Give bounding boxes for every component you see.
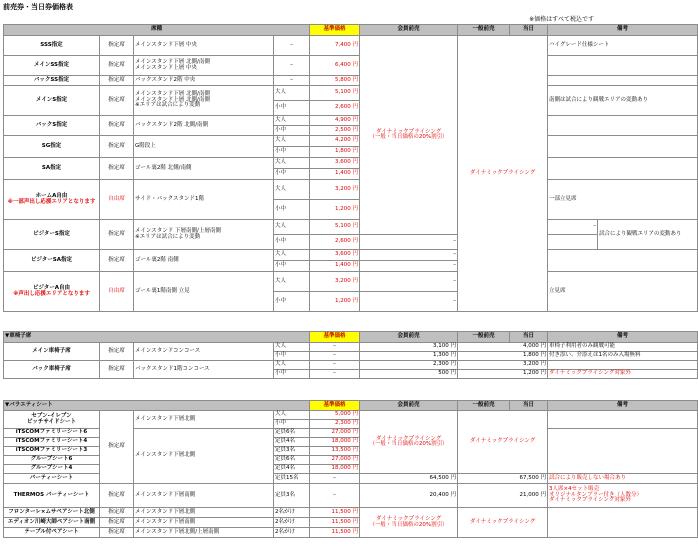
- table-row: [4, 56, 698, 76]
- col-header-sameday: 当日: [510, 25, 548, 36]
- seat-area: バックスタンド2階 中央: [134, 76, 274, 86]
- price-table-wheelchair: [3, 331, 698, 379]
- member-presale-dynamic: [360, 411, 458, 474]
- seat-area: メインスタンド 下層南側/上層南側 ※エリアは試合により変動: [134, 220, 274, 250]
- base-price: 11,500 円: [310, 528, 360, 538]
- age-group: –: [274, 76, 310, 86]
- age-group: 大人: [274, 116, 310, 126]
- member-price: 500 円: [360, 370, 458, 379]
- general-sameday-dynamic: ダイナミックプライシング: [458, 36, 548, 312]
- seat-type: 指定席: [100, 343, 134, 361]
- age-group: 小中: [274, 235, 310, 250]
- seat-type: 指定席: [100, 361, 134, 379]
- member-price: 3,100 円: [360, 343, 458, 352]
- age-group: 大人: [274, 272, 310, 292]
- base-price: 1,200 円: [310, 200, 360, 220]
- base-price: 18,000 円: [310, 465, 360, 474]
- base-price: 7,400 円: [310, 36, 360, 56]
- dynamic-discount-note: （一般・当日価格の20%割引）: [369, 134, 448, 140]
- table-row: [4, 158, 698, 169]
- seat-type: 自由席: [100, 180, 134, 220]
- table-row: [4, 411, 698, 420]
- age-group: 2名がけ: [274, 508, 310, 518]
- seat-name: iTSCOMファミリーシート3: [4, 447, 100, 456]
- table-row: [4, 76, 698, 86]
- age-group: 小中: [274, 292, 310, 312]
- base-price: 11,500 円: [310, 518, 360, 528]
- remark: 付き添い、介添えは1名のみ入場無料: [548, 352, 698, 361]
- dynamic-label: ダイナミックプライシング: [375, 516, 442, 522]
- table-row: [4, 272, 698, 292]
- general-price: 1,800 円: [458, 352, 548, 361]
- seat-name: グループシート6: [4, 456, 100, 465]
- seat-type: 指定席: [100, 36, 134, 56]
- seat-type: 指定席: [100, 158, 134, 180]
- seat-area: ゴール裏2階 北側/南側: [134, 158, 274, 180]
- base-price: 1,400 円: [310, 169, 360, 180]
- seat-name-text: ビジターA自由: [32, 285, 71, 291]
- remark: ハイグレード仕様シート: [548, 36, 698, 56]
- age-group: 大人: [274, 158, 310, 169]
- member-price: –: [360, 235, 458, 250]
- remark: 一部立見席: [548, 180, 698, 220]
- age-group: 定員6名: [274, 456, 310, 465]
- col-header-sameday: 当日: [510, 401, 548, 411]
- age-group: 定員4名: [274, 438, 310, 447]
- table-row: [4, 36, 698, 56]
- base-price: 1,800 円: [310, 147, 360, 158]
- seat-area: メインスタンドコンコース: [134, 343, 274, 361]
- seat-name: テーブル付ペアシート: [4, 528, 100, 538]
- base-price: –: [310, 474, 360, 484]
- age-group: 大人: [274, 180, 310, 200]
- seat-area: ゴール裏1階南側 立見: [134, 272, 274, 312]
- seat-type: 指定席: [100, 508, 134, 518]
- seat-name: バックS指定: [4, 116, 100, 136]
- base-price: 27,000 円: [310, 429, 360, 438]
- price-table-general: [3, 24, 698, 312]
- col-header-member: 会員前売: [360, 332, 458, 343]
- seat-area: メインスタンド下層北側: [134, 411, 274, 429]
- seat-name: バック車椅子席: [4, 361, 100, 379]
- age-group: 大人: [274, 220, 310, 235]
- base-price: 5,800 円: [310, 76, 360, 86]
- page-title: 前売券・当日券価格表: [3, 3, 73, 11]
- dynamic-label: ダイナミックプライシング: [375, 128, 442, 135]
- base-price: 2,300 円: [310, 420, 360, 429]
- table-row: [4, 343, 698, 352]
- base-price: 2,500 円: [310, 126, 360, 136]
- base-price: 3,200 円: [310, 180, 360, 200]
- age-group: 大人: [274, 411, 310, 420]
- base-price: 27,000 円: [310, 456, 360, 465]
- seat-area: メインスタンド下層北側: [134, 429, 274, 484]
- col-header-general: 一般前売: [458, 332, 510, 343]
- seat-type: 指定席: [100, 76, 134, 86]
- member-price: 1,300 円: [360, 352, 458, 361]
- seat-area: メインスタンド下層北側: [134, 508, 274, 518]
- seat-area: バックスタンド2階 北側/南側: [134, 116, 274, 136]
- table-row: [4, 180, 698, 200]
- base-price: 5,000 円: [310, 411, 360, 420]
- base-price: 4,200 円: [310, 136, 360, 147]
- base-price: 3,600 円: [310, 158, 360, 169]
- col-header-base-price: 基準価格: [310, 25, 360, 36]
- member-presale-dynamic: [360, 508, 458, 538]
- seat-name: [4, 272, 100, 312]
- seat-type: 指定席: [100, 56, 134, 76]
- member-price: –: [360, 292, 458, 312]
- age-group: 定員15名: [274, 474, 310, 484]
- remark: 3人席×4セット販売 オリジナルタンブラー付き（人数分） ダイナミックプライシング対象外: [548, 484, 698, 508]
- age-group: 大人: [274, 343, 310, 352]
- col-header-remarks: 備考: [548, 25, 698, 36]
- seat-type: 指定席: [100, 528, 134, 538]
- col-header-base-price: 基準価格: [310, 332, 360, 343]
- seat-name-note: ※一部声出し応援エリアとなります: [7, 198, 96, 205]
- age-group: 定員3名: [274, 484, 310, 508]
- table-row: [4, 250, 698, 261]
- col-header-general: 一般前売: [458, 25, 510, 36]
- seat-name: SA指定: [4, 158, 100, 180]
- remark: ダイナミックプライシング対象外: [548, 370, 698, 379]
- col-header-remarks: 備考: [548, 401, 698, 411]
- seat-area: メインスタンド下層北側/上層南側: [134, 528, 274, 538]
- dynamic-discount-note: （一般・当日価格の20%割引）: [369, 441, 448, 447]
- base-price: –: [310, 370, 360, 379]
- dynamic-label: ダイナミックプライシング: [375, 435, 442, 442]
- col-header-member: 会員前売: [360, 401, 458, 411]
- price-table-variety: [3, 400, 698, 538]
- remark: 試合により販売しない場合あり: [548, 474, 698, 484]
- age-group: –: [274, 36, 310, 56]
- general-sameday-dynamic: ダイナミックプライシング: [458, 411, 548, 474]
- base-price: –: [310, 343, 360, 352]
- general-price: 67,500 円: [458, 474, 548, 484]
- table-row: [4, 220, 698, 235]
- age-group: 大人: [274, 136, 310, 147]
- general-price: 1,200 円: [458, 370, 548, 379]
- member-price: –: [360, 250, 458, 261]
- age-group: 大人: [274, 86, 310, 101]
- age-group: –: [274, 56, 310, 76]
- base-price: –: [310, 361, 360, 370]
- member-price: –: [548, 220, 598, 235]
- seat-type: 指定席: [100, 136, 134, 158]
- col-header-remarks: 備考: [548, 332, 698, 343]
- age-group: 定員3名: [274, 447, 310, 456]
- table-row: [4, 86, 698, 101]
- member-price: 64,500 円: [360, 474, 458, 484]
- member-presale-dynamic: [360, 36, 458, 235]
- seat-name-note: ※声出し応援エリアとなります: [13, 290, 90, 297]
- base-price: 2,600 円: [310, 101, 360, 116]
- age-group: 小中: [274, 420, 310, 429]
- seat-name: [4, 180, 100, 220]
- general-price: 21,000 円: [458, 484, 548, 508]
- seat-type: 指定席: [100, 86, 134, 116]
- seat-area: バックスタンド1階コンコース: [134, 361, 274, 379]
- seat-area: ゴール裏2階 南側: [134, 250, 274, 272]
- seat-name: iTSCOMファミリーシート6: [4, 429, 100, 438]
- remark: 南側は試合により観戦エリアの変動あり: [548, 86, 698, 116]
- age-group: 小中: [274, 370, 310, 379]
- age-group: 小中: [274, 200, 310, 220]
- seat-name: バックSS指定: [4, 76, 100, 86]
- seat-type: 指定席: [100, 518, 134, 528]
- age-group: 定員6名: [274, 429, 310, 438]
- table-row: [4, 116, 698, 126]
- seat-name-text: ホームA自由: [35, 193, 68, 199]
- age-group: 小中: [274, 352, 310, 361]
- seat-name: SG指定: [4, 136, 100, 158]
- seat-type: 指定席: [100, 250, 134, 272]
- seat-name: THERMOS パーティーシート: [4, 484, 100, 508]
- seat-name: パーティーシート: [4, 474, 100, 484]
- col-header-member: 会員前売: [360, 25, 458, 36]
- age-group: 大人: [274, 250, 310, 261]
- table-row: [4, 484, 698, 508]
- seat-area: メインスタンド下層南側: [134, 484, 274, 508]
- base-price: 1,400 円: [310, 261, 360, 272]
- seat-name: グループシート4: [4, 465, 100, 474]
- base-price: 3,200 円: [310, 272, 360, 292]
- table-row: [4, 361, 698, 370]
- seat-area: メインスタンド下層 北側/南側 メインスタンド上層 北側/南側 ※エリアは試合により変動: [134, 86, 274, 116]
- seat-name: セブン-イレブン ピッチサイドシート: [4, 411, 100, 429]
- seat-name: iTSCOMファミリーシート4: [4, 438, 100, 447]
- base-price: 5,100 円: [310, 220, 360, 235]
- seat-area: メインスタンド下層南側: [134, 518, 274, 528]
- member-price: –: [360, 261, 458, 272]
- seat-area: メインスタンド下層 北側/南側 メインスタンド上層 中央: [134, 56, 274, 76]
- seat-name: メイン車椅子席: [4, 343, 100, 361]
- age-group: 小中: [274, 169, 310, 180]
- age-group: 小中: [274, 147, 310, 158]
- remark: 車椅子利用者のみ観戦可能: [548, 343, 698, 352]
- seat-type: 指定席: [100, 220, 134, 250]
- remark: 立見席: [548, 272, 698, 312]
- seat-area: サイド・バックスタンド1階: [134, 180, 274, 220]
- age-group: 小中: [274, 126, 310, 136]
- base-price: 11,500 円: [310, 508, 360, 518]
- col-header-seat: 席種: [4, 25, 310, 36]
- seat-area: メインスタンド下層 中央: [134, 36, 274, 56]
- member-price: 2,300 円: [360, 361, 458, 370]
- age-group: 小中: [274, 261, 310, 272]
- base-price: 6,400 円: [310, 56, 360, 76]
- col-header-sameday: 当日: [510, 332, 548, 343]
- table-row: [4, 508, 698, 518]
- member-price: –: [360, 272, 458, 292]
- seat-name: ビジターS指定: [4, 220, 100, 250]
- base-price: 3,600 円: [310, 250, 360, 261]
- seat-name: ビジターSA指定: [4, 250, 100, 272]
- age-group: 2名がけ: [274, 518, 310, 528]
- tax-note: ※価格はすべて税込です: [529, 16, 594, 23]
- seat-name: メインSS指定: [4, 56, 100, 76]
- col-header-base-price: 基準価格: [310, 401, 360, 411]
- base-price: 1,200 円: [310, 292, 360, 312]
- general-price: 3,200 円: [458, 361, 548, 370]
- remark: 試合により観戦エリアの変動あり: [598, 220, 698, 250]
- general-sameday-dynamic: ダイナミックプライシング: [458, 508, 548, 538]
- col-header-general: 一般前売: [458, 401, 510, 411]
- seat-type: 指定席: [100, 116, 134, 136]
- base-price: –: [310, 352, 360, 361]
- section-header-wheelchair: ▼車椅子席: [4, 332, 310, 343]
- base-price: 5,100 円: [310, 86, 360, 101]
- seat-name: メインS指定: [4, 86, 100, 116]
- seat-type: 指定席: [100, 411, 134, 484]
- general-price: 4,000 円: [458, 343, 548, 352]
- age-group: 小中: [274, 101, 310, 116]
- age-group: 定員4名: [274, 465, 310, 474]
- seat-name: エディオン川崎大師ペアシート南側: [4, 518, 100, 528]
- age-group: 大人: [274, 361, 310, 370]
- seat-type: 自由席: [100, 272, 134, 312]
- seat-name: SSS指定: [4, 36, 100, 56]
- seat-type: 指定席: [100, 484, 134, 508]
- base-price: 13,500 円: [310, 447, 360, 456]
- table-row: [4, 136, 698, 147]
- base-price: 4,900 円: [310, 116, 360, 126]
- member-price: 20,400 円: [360, 484, 458, 508]
- section-header-variety: ▼バラエティシート: [4, 401, 310, 411]
- seat-area: G階段上: [134, 136, 274, 158]
- base-price: 2,600 円: [310, 235, 360, 250]
- base-price: 18,000 円: [310, 438, 360, 447]
- base-price: –: [310, 484, 360, 508]
- age-group: 2名がけ: [274, 528, 310, 538]
- seat-name: フロンターレ×ムサぺアシート北側: [4, 508, 100, 518]
- dynamic-discount-note: （一般・当日価格の20%割引）: [369, 521, 448, 528]
